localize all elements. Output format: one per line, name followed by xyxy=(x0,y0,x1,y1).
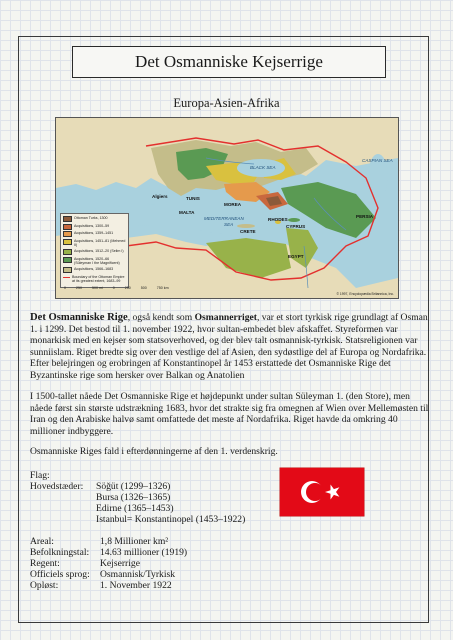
legend-swatch xyxy=(63,249,72,255)
crescent-star-icon xyxy=(280,468,364,516)
map-label-malta: MALTA xyxy=(179,210,195,215)
legend-row xyxy=(63,257,126,266)
map-label-cyprus: CYPRUS xyxy=(286,224,306,229)
map-label-persia: PERSIA xyxy=(356,214,374,219)
scale-mark: 250 xyxy=(124,286,131,290)
legend-swatch xyxy=(63,239,72,245)
map-label-algiers: Algiers xyxy=(152,194,168,199)
flag-label: Flag: xyxy=(30,470,50,481)
scale-mark: 250 xyxy=(76,286,82,290)
legend-swatch xyxy=(63,257,72,263)
legend-label: Acquisitions, 1451–81 (Mehmed II) xyxy=(74,238,126,247)
ottoman-empire-map xyxy=(55,117,399,299)
legend-swatch xyxy=(63,267,72,273)
legend-swatch xyxy=(63,216,72,222)
map-label-mediterranean: MEDITERRANEAN xyxy=(204,216,244,221)
legend-label: Ottoman Turks, 1300 xyxy=(74,216,108,220)
dissolved-value: 1. November 1922 xyxy=(100,580,172,591)
scale-mark: 0 xyxy=(112,286,115,290)
scale-mark: 500 xyxy=(140,286,147,290)
map-label-tunis: TUNIS xyxy=(186,196,200,201)
intro-text-b: , var et stort tyrkisk rige grundlagt af Osman 1. i 1299. Det bestod til 1. november 1922, hvor sultan-embedet blev afskaffet. Styreformen var monarkisk med en kejser som statsoverhoved, og der blev talt osmannisk-tyrkisk. Statsreligionen var sunniislam. Riget bredte sig over den vestlige del af Asien, den sydøstlige del af Europa og Nordafrika. Efter belejringen og erobringen af Konstantinopel år 1453 erstattede det Osmanniske Rige det Byzantinske rige som hersker over Balkan og Anatolien xyxy=(30,312,428,381)
capitals-label: Hovedstæder: xyxy=(30,481,84,492)
page-title xyxy=(72,46,386,78)
fall-paragraph: Osmanniske Riges fald i efterdønningerne af den 1. verdenskrig. xyxy=(30,446,278,457)
regent-label: Regent: xyxy=(30,558,60,569)
legend-row xyxy=(63,224,126,230)
capital-item: Istanbul= Konstantinopel (1453–1922) xyxy=(96,514,246,525)
legend-swatch xyxy=(63,277,70,280)
map-label-egypt: EGYPT xyxy=(288,254,304,259)
legend-label: Acquisitions, 1520–66 (Süleyman I the Magnificent) xyxy=(74,256,120,265)
intro-text-a: , også kendt som xyxy=(127,312,195,323)
legend-label: Boundary of the Ottoman Empire at its greatest extent, 1683–99 xyxy=(72,274,125,283)
history-paragraph: I 1500-tallet nåede Det Osmanniske Rige et højdepunkt under sultan Süleyman 1. (den Store), men nåede først sin største udstrækning 1683, hvor det strakte sig fra omegnen af Wien over Mellemøsten til Iran og den Arabiske halvø samt omfattede det meste af Nordafrika. Riget havde da omkring 40 millioner indbyggere. xyxy=(30,391,429,437)
map-label-crete: CRETE xyxy=(240,229,256,234)
scale-mark: 500 mi xyxy=(92,286,103,290)
map-scale xyxy=(64,286,169,290)
intro-paragraph xyxy=(30,312,430,382)
map-label-rhodes: RHODES xyxy=(268,217,288,222)
legend-row xyxy=(63,275,126,284)
legend-row xyxy=(63,231,126,237)
facts-section xyxy=(30,470,270,610)
map-legend xyxy=(60,213,129,288)
capital-item: Edirne (1365–1453) xyxy=(96,503,174,514)
map-label-morea: MOREA xyxy=(224,202,242,207)
scale-mark: 0 xyxy=(64,286,66,290)
dissolved-label: Opløst: xyxy=(30,580,59,591)
language-value: Osmannisk/Tyrkisk xyxy=(100,569,176,580)
area-value: 1,8 Millioner km² xyxy=(100,536,169,547)
legend-swatch xyxy=(63,224,72,230)
legend-row xyxy=(63,267,126,273)
legend-label: Acquisitions, 1359–1451 xyxy=(74,231,114,235)
population-value: 14.63 millioner (1919) xyxy=(100,547,188,558)
legend-label: Acquisitions, 1512–20 (Selim I) xyxy=(74,249,124,253)
map-label-sea: SEA xyxy=(224,222,234,227)
map-copyright: © 1997, Encyclopædia Britannica, Inc. xyxy=(336,292,394,296)
capital-item: Söğüt (1299–1326) xyxy=(96,481,171,492)
legend-label: Acquisitions, 1300–59 xyxy=(74,223,110,228)
ottoman-flag xyxy=(280,468,364,516)
capital-item: Bursa (1326–1365) xyxy=(96,492,171,503)
population-label: Befolkningstal: xyxy=(30,547,90,558)
language-label: Officiels sprog: xyxy=(30,569,90,580)
legend-label: Acquisitions, 1566–1683 xyxy=(74,267,114,271)
area-label: Areal: xyxy=(30,536,54,547)
intro-lead: Det Osmanniske Rige xyxy=(30,312,128,323)
map-label-caspian: CASPIAN SEA xyxy=(362,158,393,163)
legend-swatch xyxy=(63,231,72,237)
page-subtitle: Europa-Asien-Afrika xyxy=(173,96,280,110)
page-title-text: Det Osmanniske Kejserrige xyxy=(135,52,323,71)
legend-row xyxy=(63,249,126,255)
map-label-black-sea: BLACK SEA xyxy=(250,165,276,170)
intro-bold-term: Osmannerriget xyxy=(194,312,257,323)
legend-row xyxy=(63,216,126,222)
regent-value: Kejserrige xyxy=(100,558,140,569)
scale-mark: 750 km xyxy=(156,286,169,290)
legend-row xyxy=(63,239,126,248)
